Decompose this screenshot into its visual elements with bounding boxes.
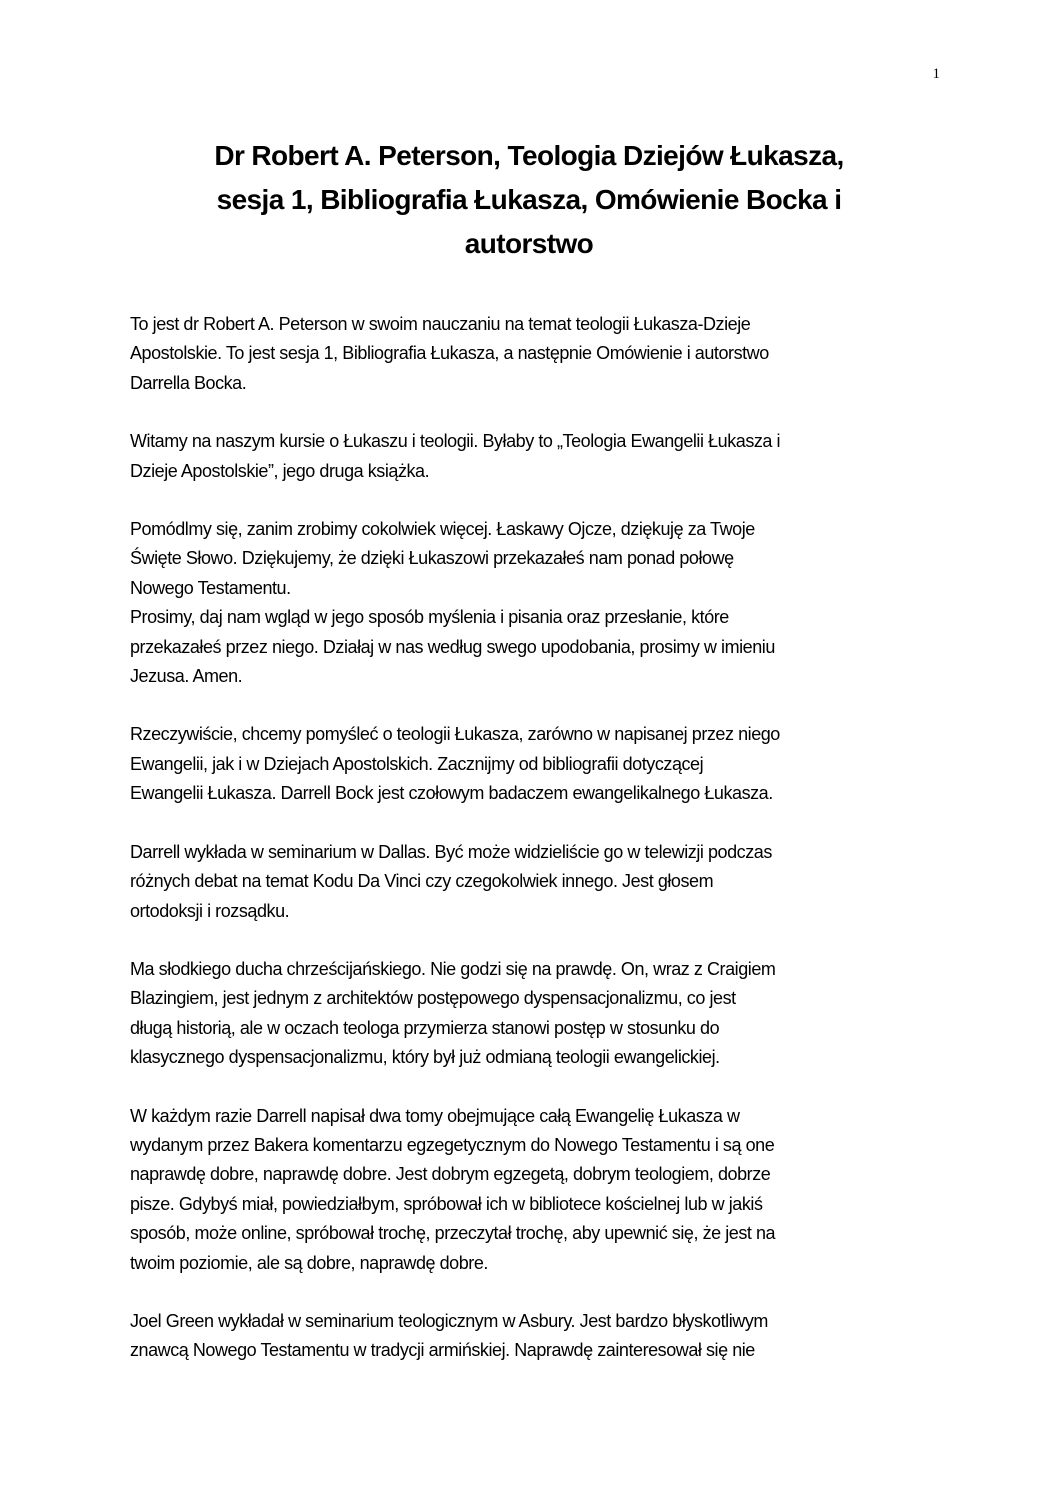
paragraph-prayer — [130, 515, 940, 603]
text-line: długą historią, ale w oczach teologa przymierza stanowi postęp w stosunku do — [130, 1017, 720, 1038]
document-title — [130, 134, 928, 266]
title-line: Dr Robert A. Peterson, Teologia Dziejów Łukasza, — [214, 140, 844, 171]
paragraph-welcome — [130, 427, 940, 486]
text-line: Pomódlmy się, zanim zrobimy cokolwiek więcej. Łaskawy Ojcze, dziękuję za Twoje — [130, 519, 755, 540]
text-line: Święte Słowo. Dziękujemy, że dzięki Łukaszowi przekazałeś nam ponad połowę — [130, 548, 734, 569]
text-line: przekazałeś przez niego. Działaj w nas według swego upodobania, prosimy w imieniu — [130, 636, 775, 657]
text-line: naprawdę dobre, naprawdę dobre. Jest dobrym egzegetą, dobrym teologiem, dobrze — [130, 1164, 771, 1185]
text-line: Ewangelii, jak i w Dziejach Apostolskich. Zacznijmy od bibliografii dotyczącej — [130, 753, 704, 774]
paragraph-joel-green — [130, 1307, 940, 1366]
paragraph-darrell-dallas — [130, 838, 940, 926]
text-line: Darrell wykłada w seminarium w Dallas. Być może widzieliście go w telewizji podczas — [130, 841, 772, 862]
text-line: pisze. Gdybyś miał, powiedziałbym, spróbował ich w bibliotece kościelnej lub w jakiś — [130, 1193, 763, 1214]
text-line: Darrella Bocka. — [130, 372, 247, 393]
text-line: klasycznego dyspensacjonalizmu, który był już odmianą teologii ewangelickiej. — [130, 1047, 720, 1068]
text-line: różnych debat na temat Kodu Da Vinci czy czegokolwiek innego. Jest głosem — [130, 871, 714, 892]
text-line: Ewangelii Łukasza. Darrell Bock jest czołowym badaczem ewangelikalnego Łukasza. — [130, 783, 773, 804]
text-line: Rzeczywiście, chcemy pomyśleć o teologii Łukasza, zarówno w napisanej przez niego — [130, 724, 780, 745]
text-line: Witamy na naszym kursie o Łukaszu i teologii. Byłaby to „Teologia Ewangelii Łukasza i — [130, 431, 781, 452]
text-line: znawcą Nowego Testamentu w tradycji armińskiej. Naprawdę zainteresował się nie — [130, 1340, 755, 1361]
paragraph-prayer-continued — [130, 603, 940, 691]
paragraph-dispensationalism — [130, 955, 940, 1073]
text-line: Blazingiem, jest jednym z architektów postępowego dyspensacjonalizmu, co jest — [130, 988, 736, 1009]
text-line: Apostolskie. To jest sesja 1, Bibliografia Łukasza, a następnie Omówienie i autorstwo — [130, 343, 769, 364]
text-line: W każdym razie Darrell napisał dwa tomy obejmujące całą Ewangelię Łukasza w — [130, 1105, 740, 1126]
title-line: sesja 1, Bibliografia Łukasza, Omówienie Bocka i — [216, 184, 842, 215]
text-line: Joel Green wykładał w seminarium teologicznym w Asbury. Jest bardzo błyskotliwym — [130, 1310, 768, 1331]
text-line: Prosimy, daj nam wgląd w jego sposób myślenia i pisania oraz przesłanie, które — [130, 607, 729, 628]
title-line: autorstwo — [464, 228, 594, 259]
text-line: Dzieje Apostolskie”, jego druga książka. — [130, 460, 430, 481]
paragraph-intro — [130, 310, 940, 398]
text-line: wydanym przez Bakera komentarzu egzegetycznym do Nowego Testamentu i są one — [130, 1134, 775, 1155]
text-line: ortodoksji i rozsądku. — [130, 900, 290, 921]
text-line: To jest dr Robert A. Peterson w swoim nauczaniu na temat teologii Łukasza-Dzieje — [130, 314, 751, 334]
paragraph-theology — [130, 720, 940, 808]
text-line: sposób, może online, spróbował trochę, przeczytał trochę, aby upewnić się, że jest na — [130, 1223, 776, 1244]
document-body — [130, 310, 940, 1395]
page-number: 1 — [932, 66, 940, 82]
paragraph-commentary — [130, 1102, 940, 1278]
text-line: Ma słodkiego ducha chrześcijańskiego. Nie godzi się na prawdę. On, wraz z Craigiem — [130, 958, 776, 979]
text-line: Jezusa. Amen. — [130, 666, 243, 687]
text-line: Nowego Testamentu. — [130, 577, 291, 598]
text-line: twoim poziomie, ale są dobre, naprawdę dobre. — [130, 1252, 488, 1273]
